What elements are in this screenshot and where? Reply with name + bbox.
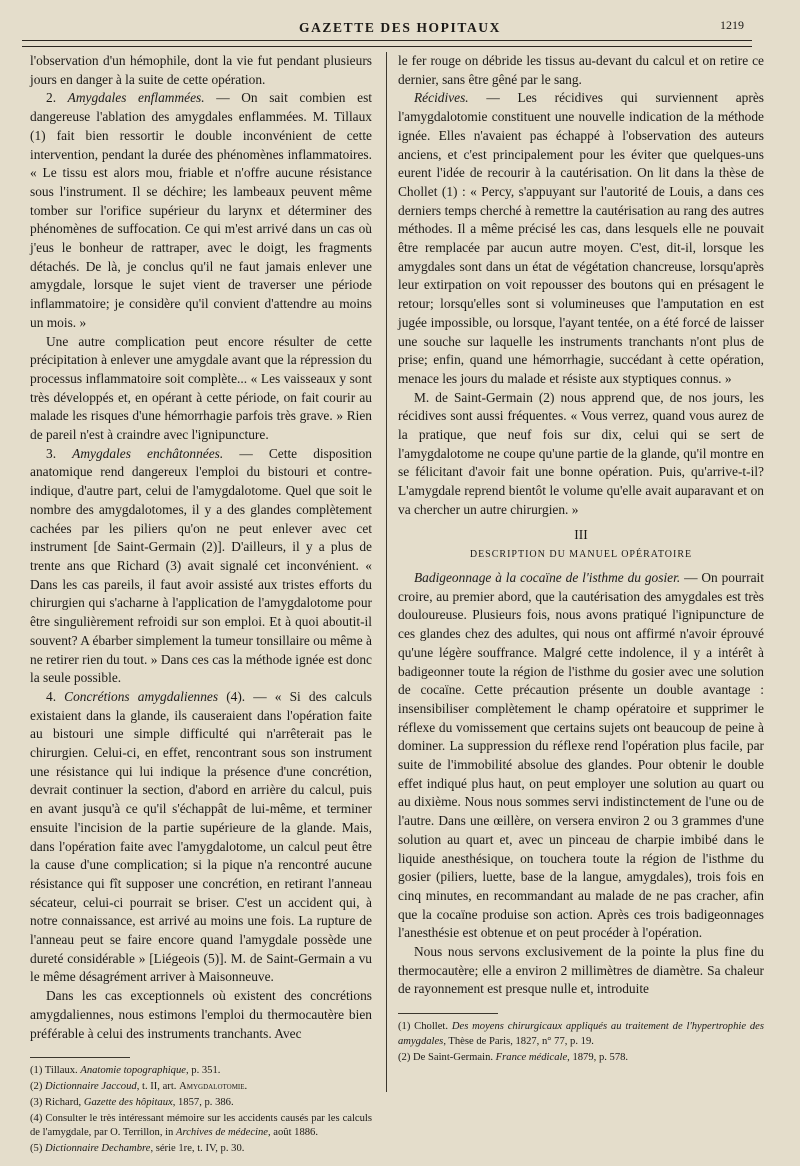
paragraph-recidives: Récidives. — Les récidives qui surviennent après l'amygdalotomie constituent une nouvelle indication de la méthode ignée. Elles n'avaient pas échappé à l'observation des auteurs anciens, et c'est principalement pour les éviter que quelques-uns eurent l'idée de recourir à la cautérisation. On lit dans la thèse de Chollet (1) : « Percy, s'appuyant sur l'autorité de Louis, a dans ces derniers temps cherché à remettre la cautérisation au rang des autres méthodes. Il a même précisé les cas, dans lesquels elle ne pouvait être remplacée par aucun autre moyen. C'est, dit-il, lorsque les amygdales sont dans un état de végétation chancreuse, lorsqu'après leur extirpation on voit repousser des boutons qui en présagent le retour; lorsqu'elles sont si volumineuses que l'amputation en est jugée impossible, ou lorsque, l'ayant tentée, on a été forcé de laisser une souche sur laquelle les instruments tranchants n'ont plus de prise; enfin, quand une hémorrhagie, succédant à cette opération, menace les jours du malade et résiste aux styptiques connus. »: [398, 90, 764, 386]
paragraph: l'observation d'un hémophile, dont la vie fut pendant plusieurs jours en danger à la suite de cette opération.: [30, 53, 372, 87]
subheading: Concrétions amygdaliennes: [64, 688, 219, 704]
footnote-2: (2) De Saint-Germain. France médicale, 1879, p. 578.: [398, 1051, 629, 1063]
left-column: [30, 52, 372, 1158]
footnote-rule: [398, 1013, 498, 1014]
paragraph-badigeonnage: Badigeonnage à la cocaïne de l'isthme du gosier. — On pourrait croire, au premier abord, que la cautérisation des amygdales est très douloureuse. Plusieurs fois, nous avons pratiqué l'ignipuncture de ces glandes chez des adultes, qui nous ont affirmé n'avoir éprouvé qu'une légère souffrance. Malgré cette indolence, il y a intérêt à badigeonner toute la région de l'isthme du gosier avec une solution de cocaïne. Cette précaution présente un double avantage : insensibiliser complètement le champ opératoire et supprimer le réflexe du vomissement que certains sujets ont beaucoup de peine à dominer. La suppression du réflexe rend l'opération plus facile, par suite de l'immobilité absolue des glandes. Pour obtenir le double effet indiqué plus haut, on peut employer une solution au quart ou au dixième. Nous nous sommes servi indistinctement de l'une ou de l'autre. Dans une œillère, on versera environ 2 ou 3 grammes d'une solution au quart et, avec un pinceau de charpie imbibé dans le liquide anesthésique, on touchera toute la région de l'isthme du gosier (piliers, luette, base de la langue, amygdales), trois fois en cinq minutes, en recommandant au malade de ne pas cracher, afin que la cocaïne produise son action. Après ces trois badigeonnages l'anesthésie est obtenue et on peut procéder à l'opération.: [398, 569, 764, 941]
subheading: Amygdales enchâtonnées.: [72, 445, 224, 461]
subheading: Récidives.: [414, 90, 469, 106]
footnote-5: (5) Dictionnaire Dechambre, série 1re, t. IV, p. 30.: [30, 1143, 245, 1155]
paragraph: Nous nous servons exclusivement de la pointe la plus fine du thermocautère; elle a environ 2 millimètres de diamètre. Sa chaleur de rayonnement est presque nulle et, introduite: [398, 944, 764, 997]
footnotes-left: [30, 1064, 372, 1157]
page-number: 1219: [720, 18, 744, 32]
running-head: [0, 18, 800, 40]
paragraph: Une autre complication peut encore résulter de cette précipitation à enlever une amygdale avant que la répression du processus inflammatoire soit complète... « Les vaisseaux y sont très développés et, en opérant à cette période, on fait courir au malade les risques d'une hémorrhagie parfois très grave. » Rien de pareil n'est à craindre avec l'ignipuncture.: [30, 333, 372, 443]
paragraph-amygdales-enchatonnees: 3. Amygdales enchâtonnées. — Cette disposition anatomique rend dangereux l'emploi du bistouri et contre-indique, d'autre part, celui de l'amygdalotome. Quel que soit le nombre des amygdalotomes, il y a des glandes complètement cachées par les piliers qu'on ne peut enlever avec cet instrument [de Saint-Germain (2)]. D'ailleurs, il y a plus de trente ans que Richard (3) avait signalé cet inconvénient. « Dans les cas pareils, il faut avoir assisté aux tristes efforts du chirurgien qui s'acharne à l'application de l'amygdalotome pour être singulièrement refroidi sur son emploi. Et à quoi aboutit-il souvent? A ébarber simplement la tumeur tonsillaire ou même à ne retirer rien du tout. » Dans ces cas la méthode ignée est donc la seule possible.: [30, 445, 373, 686]
footnote-3: (3) Richard, Gazette des hôpitaux, 1857, p. 386.: [30, 1096, 234, 1108]
journal-title: GAZETTE DES HOPITAUX: [298, 20, 502, 35]
paragraph-concretions: 4. Concrétions amygdaliennes (4). — « Si des calculs existaient dans la glande, ils causeraient dans l'opération faite au bistouri une simple difficulté qui n'arrêterait pas le chirurgien. Celui-ci, en effet, rencontrant sous son instrument une résistance qui lui indique la présence d'une concrétion, devrait continuer la section, d'abord en arrière du calcul, puis en avant jusqu'à ce qu'il s'échappât de lui-même, et terminer ensuite l'incision de la partie supérieure de la glande. Mais, dans l'opération faite avec l'amygdalotome, un calcul peut être la cause d'une complication; si la pique n'a rencontré aucune résistance qui fît supposer une concrétion, en retirant l'anneau sécateur, celui-ci pourrait se briser. C'est un accident qui, à notre connaissance, est arrivé au moins une fois. La rupture de l'anneau peut se faire encore quand l'amygdale possède une dureté considérable » [Liégeois (5)]. M. de Saint-Germain a vu le même désagrément arriver à Maisonneuve.: [30, 688, 373, 985]
header-double-rule: [22, 40, 752, 47]
paragraph: le fer rouge on débride les tissus au-devant du calcul et on retire ce dernier, sans être gêné par le sang.: [398, 53, 764, 87]
subheading: Amygdales enflammées.: [67, 90, 205, 106]
section-number: III: [574, 526, 588, 542]
footnote-rule: [30, 1057, 130, 1058]
subheading: Badigeonnage à la cocaïne de l'isthme du gosier.: [414, 569, 681, 585]
paragraph-amygdales-enflammees: 2. Amygdales enflammées. — On sait combien est dangereuse l'ablation des amygdales enflammées. M. Tillaux (1) fait bien ressortir le double inconvénient de cette intervention, pendant la durée des phénomènes inflammatoires. « Le tissu est alors mou, friable et n'offre aucune résistance sous l'instrument. Il se déchire; les lambeaux peuvent même tomber sur l'orifice supérieur du larynx et déterminer des phénomènes de suffocation. Ce qui m'est arrivé dans un cas où j'eus le bonheur de rattraper, avec le doigt, les fragments détachés. De là, je conclus qu'il ne faut jamais enlever une amygdale, lorsque le sujet vient de traverser une période inflammatoire; je considère qu'il convient d'attendre au moins un mois. »: [30, 90, 372, 330]
footnotes-right: [398, 1020, 764, 1065]
paragraph: Dans les cas exceptionnels où existent des concrétions amygdaliennes, nous estimons l'emploi du thermocautère bien préférable à celui des instruments tranchants. Avec: [30, 988, 372, 1041]
footnote-1: (1) Chollet. Des moyens chirurgicaux appliqués au traitement de l'hypertrophie des amygdales, Thèse de Paris, 1827, n° 77, p. 19.: [398, 1021, 764, 1047]
column-separator: [386, 52, 387, 1092]
section-title: DESCRIPTION DU MANUEL OPÉRATOIRE: [469, 549, 693, 561]
right-column: [398, 52, 764, 1067]
footnote-4: (4) Consulter le très intéressant mémoire sur les accidents causés par les calculs de l'amygdale, par O. Terrillon, in Archives de médecine, août 1886.: [30, 1112, 372, 1139]
paragraph: M. de Saint-Germain (2) nous apprend que, de nos jours, les récidives sont aussi fréquentes. « Vous verrez, quand vous aurez de la pratique, que neuf fois sur dix, celui qui se sert de l'amygdalotome ne coupe qu'une partie de la glande, qu'il montre en se félicitant d'avoir fait une bonne opération. Puis, qu'arrive-t-il? L'amygdale reprend bientôt le volume qu'elle avait auparavant et on va chercher un autre chirurgien. »: [398, 389, 764, 517]
footnote-1: (1) Tillaux. Anatomie topographique, p. 351.: [30, 1065, 221, 1077]
footnote-2: (2) Dictionnaire Jaccoud, t. II, art. Amygdalotomie.: [30, 1081, 248, 1093]
